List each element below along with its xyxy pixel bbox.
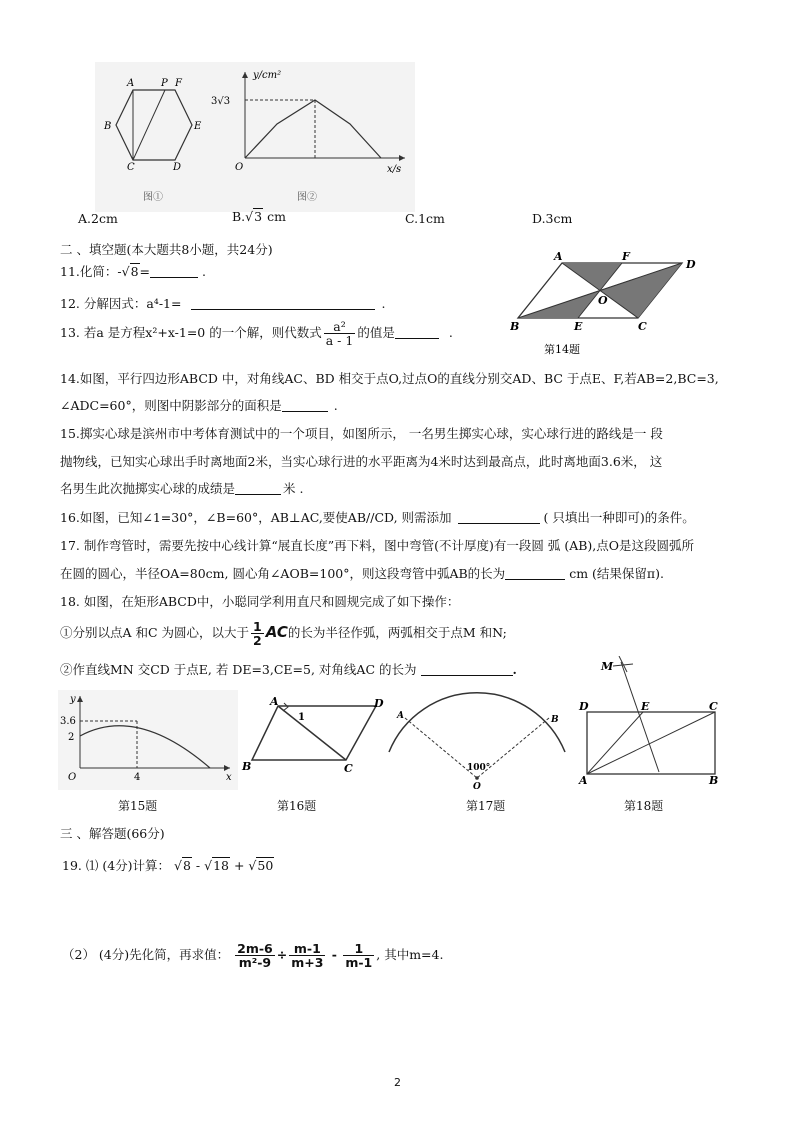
q16: 16.如图，已知∠1=30°，∠B=60°，AB⊥AC,要使AB//CD, 则需添加 ( 只填出一种即可)的条件。	[60, 510, 695, 525]
q10-choice-b: B.√3 cm	[232, 209, 286, 224]
fig15-t3: 4	[134, 772, 141, 783]
fig14-B: B	[510, 320, 520, 333]
figure-14-parallelogram	[510, 248, 710, 358]
figure-1-hexagon	[95, 62, 215, 212]
q10-choice-c: C.1cm	[405, 211, 445, 226]
q17-line2: 在圆的圆心，半径OA=80cm, 圆心角∠AOB=100°，则这段弯管中弧AB的长为 cm (结果保留π).	[60, 566, 664, 581]
label-D: D	[173, 162, 182, 173]
q19-part2: （2） (4分)先化简，再求值： $\frac{2m-6}{\text{m²-9}}$ ÷ $\frac{m-1}{m+3}$ - $\frac{1}{m-1}$ , 其中m=4.	[62, 941, 444, 970]
q19-part1: 19. ⑴ (4分)计算： √8 - √18 + √50	[62, 858, 274, 873]
q15-line3: 名男生此次抛掷实心球的成绩是 米 .	[60, 481, 304, 496]
label-P: P	[161, 78, 168, 89]
figure-17-arc	[385, 690, 570, 790]
q10-choice-d: D.3cm	[532, 211, 573, 226]
fig15-o: O	[68, 772, 77, 783]
figure-16-quadrilateral	[238, 694, 398, 784]
caption-fig1: 图①	[143, 192, 163, 203]
fig18-M: M	[601, 660, 614, 673]
fig15-t2: 2	[68, 732, 75, 743]
x-axis-label: x/s	[387, 164, 402, 175]
q15-line2: 抛物线，已知实心球出手时离地面2米，当实心球行进的水平距离为4米时达到最高点，此时离地面3.6米， 这	[60, 454, 663, 469]
q18-line1: 18. 如图，在矩形ABCD中，小聪同学利用直尺和圆规完成了如下操作：	[60, 594, 460, 609]
label-B: B	[104, 121, 112, 132]
figure-15-parabola	[58, 690, 238, 790]
fig18-A: A	[579, 774, 588, 787]
q18-step1: ①分别以点A 和C 为圆心，以大于 $\frac{1}{2}$ AC的长为半径作弧，两弧相交于点M 和N;	[60, 619, 507, 648]
fig14-O: O	[598, 294, 608, 307]
label-C: C	[127, 162, 135, 173]
fig17-O: O	[473, 782, 481, 790]
page-number: 2	[394, 1076, 401, 1089]
fig16-C: C	[344, 762, 353, 775]
fig14-E: E	[574, 320, 583, 333]
label-A: A	[127, 78, 135, 89]
section-3-heading: 三 、解答题(66分)	[60, 826, 165, 841]
fig15-y: y	[70, 694, 76, 705]
fig16-B: B	[242, 760, 252, 773]
figure-18-rectangle	[575, 656, 725, 788]
origin-label: O	[235, 162, 244, 173]
fig16-one: 1	[298, 712, 305, 723]
q12: 12. 分解因式：a⁴-1= .	[60, 296, 386, 311]
q13: 13. 若a 是方程x²+x-1=0 的一个解，则代数式 $\frac{\text{a²}}{a - 1}$ 的值是 .	[60, 319, 453, 348]
fig18-C: C	[709, 700, 718, 713]
fig14-D: D	[686, 258, 696, 271]
fig16-D: D	[374, 697, 384, 710]
peak-label: 3√3	[211, 96, 231, 107]
q14-line1: 14.如图，平行四边形ABCD 中，对角线AC、BD 相交于点O,过点O的直线分别交AD、BC 于点E、F,若AB=2,BC=3,	[60, 371, 719, 386]
fig14-C: C	[638, 320, 647, 333]
caption-fig15: 第15题	[118, 799, 158, 813]
fig17-angle: 100°	[467, 763, 491, 773]
fig18-D: D	[579, 700, 589, 713]
fig17-A: A	[397, 711, 404, 721]
figure-2-graph	[205, 62, 415, 212]
q10-choice-a: A.2cm	[78, 211, 118, 226]
fig14-A: A	[554, 250, 563, 263]
fig18-E: E	[641, 700, 650, 713]
q18-step2: ②作直线MN 交CD 于点E, 若 DE=3,CE=5, 对角线AC 的长为 .	[60, 662, 517, 677]
label-E: E	[194, 121, 202, 132]
fig18-B: B	[709, 774, 719, 787]
fig15-t1: 3.6	[60, 716, 76, 727]
fig16-A: A	[270, 695, 279, 708]
fig17-B: B	[551, 715, 559, 725]
fig15-x: x	[226, 772, 232, 783]
caption-fig2: 图②	[297, 192, 317, 203]
label-F: F	[175, 78, 182, 89]
caption-fig18: 第18题	[624, 799, 664, 813]
q11: 11.化简：-√8= .	[60, 264, 206, 279]
q17-line1: 17. 制作弯管时，需要先按中心线计算“展直长度”再下料，图中弯管(不计厚度)有一段圆 弧 (AB),点O是这段圆弧所	[60, 538, 695, 553]
q14-line2: ∠ADC=60°，则图中阴影部分的面积是 .	[60, 398, 338, 413]
q15-line1: 15.掷实心球是滨州市中考体育测试中的一个项目，如图所示， 一名男生掷实心球，实心球行进的路线是一 段	[60, 426, 663, 441]
fig14-F: F	[622, 250, 630, 263]
caption-fig14: 第14题	[544, 343, 580, 356]
y-axis-label: y/cm²	[253, 70, 282, 81]
caption-fig17: 第17题	[466, 799, 506, 813]
caption-fig16: 第16题	[277, 799, 317, 813]
section-2-heading: 二 、填空题(本大题共8小题，共24分)	[60, 242, 273, 257]
